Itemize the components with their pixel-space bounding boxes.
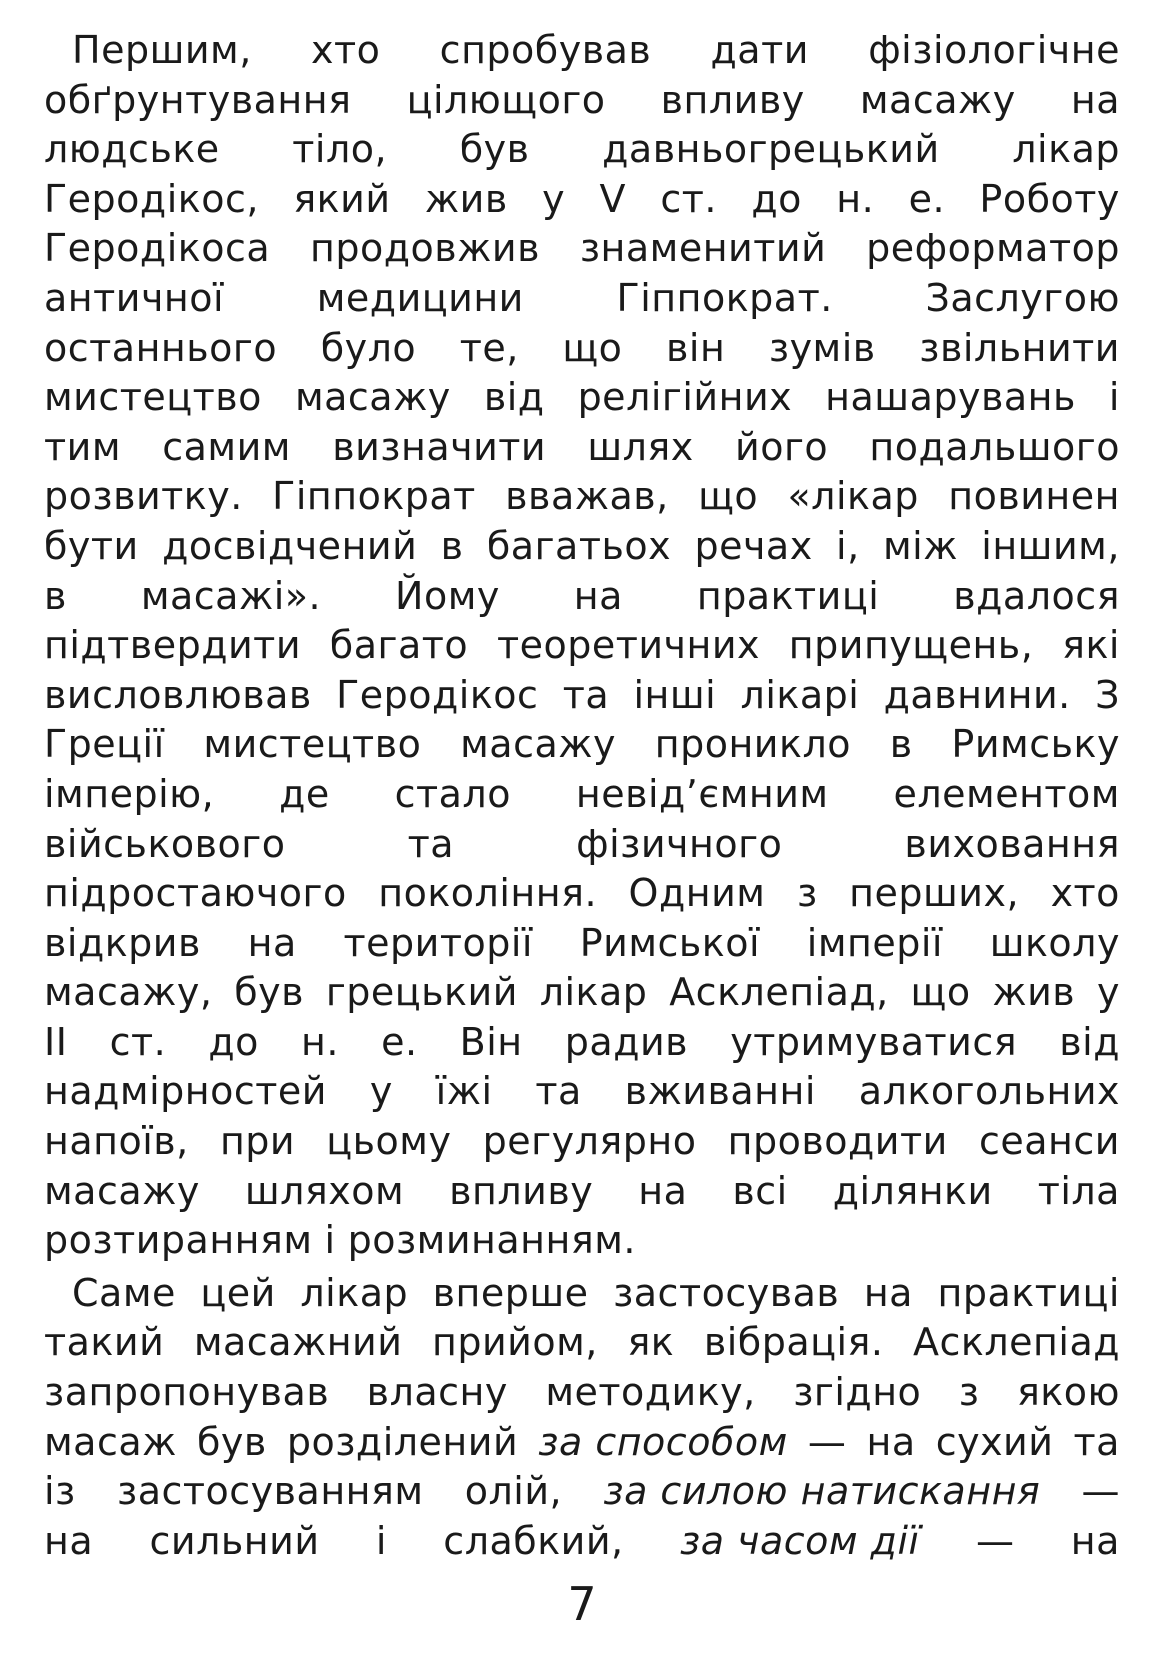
word: вперше [432, 1270, 589, 1315]
word: зумів [768, 325, 876, 370]
word: імперію, [44, 771, 215, 816]
word: що [562, 325, 623, 370]
text-line [44, 968, 1120, 1018]
word: — [807, 1419, 847, 1464]
word: Йому [395, 573, 500, 618]
word: сеанси [978, 1119, 1120, 1164]
word: їжі [435, 1069, 493, 1114]
word: було [320, 325, 417, 370]
word: повинен [948, 474, 1120, 519]
text-line [44, 720, 1120, 770]
word: до [751, 176, 802, 221]
word: тіло, [292, 127, 388, 172]
word: дати [710, 28, 809, 72]
word: підтвердити [44, 623, 302, 668]
word: до [208, 1019, 259, 1064]
word: радив [564, 1019, 689, 1064]
word: Геродікоса [44, 226, 271, 271]
word: — [975, 1518, 1015, 1563]
word: вібрація. [703, 1320, 884, 1365]
word: згідно [793, 1370, 922, 1415]
word: впливу [449, 1168, 594, 1213]
word: античної [44, 275, 225, 320]
word: висловлював [44, 672, 312, 717]
word: масажу [460, 722, 616, 767]
page-number: 7 [567, 1577, 597, 1631]
word: грецький [325, 970, 518, 1015]
word: та [1073, 1419, 1120, 1464]
word: фізичного [576, 821, 783, 866]
word: н. [836, 176, 875, 221]
text-line [44, 324, 1120, 374]
text-line [44, 572, 1120, 622]
word: у [369, 1069, 393, 1114]
word: шлях [587, 424, 694, 469]
word: шляхом [244, 1168, 405, 1213]
word: знаменитий [579, 226, 827, 271]
word: тим [44, 424, 121, 469]
word: із [44, 1469, 76, 1514]
word: вживанні [624, 1069, 816, 1114]
text-line [44, 76, 1120, 126]
word: розминанням. [347, 1218, 636, 1263]
word: жив [424, 176, 508, 221]
word: надмірностей [44, 1069, 327, 1114]
word: проводити [727, 1119, 948, 1164]
word: при [219, 1119, 296, 1164]
word: де [279, 771, 330, 816]
word: бути [44, 523, 139, 568]
word: від [483, 375, 545, 420]
word: покоління. [378, 871, 598, 916]
word: речах [694, 523, 813, 568]
word: сильний [149, 1518, 320, 1563]
word: відкрив [44, 920, 201, 965]
word: олій, [464, 1469, 563, 1514]
word: за силою натискання [603, 1469, 1041, 1514]
word: військового [44, 821, 286, 866]
word: нашарувань [825, 375, 1076, 420]
word: лікар [300, 1270, 409, 1315]
word: практиці [937, 1270, 1120, 1315]
word: імперії [806, 920, 943, 965]
word: його [735, 424, 829, 469]
word: у [1096, 970, 1120, 1015]
text-line [44, 1067, 1120, 1117]
word: масаж [44, 1419, 177, 1464]
word: регулярно [482, 1119, 697, 1164]
word: запропонував [44, 1370, 330, 1415]
word: утримуватися [730, 1019, 1018, 1064]
word: на [638, 1168, 688, 1213]
word: давнини. [883, 672, 1071, 717]
word: з [796, 871, 818, 916]
word: слабкий, [443, 1518, 624, 1563]
word: впливу [660, 77, 805, 122]
word: спробував [439, 28, 652, 72]
word: досвідчений [162, 523, 418, 568]
word: за часом дії [679, 1518, 920, 1563]
word: мистецтво [44, 375, 262, 420]
word: алкогольних [858, 1069, 1120, 1114]
word: лікар [1012, 127, 1120, 172]
text-line [44, 1368, 1120, 1418]
word: який [293, 176, 391, 221]
word: у [542, 176, 566, 221]
text-line [44, 1467, 1120, 1517]
text-line [44, 770, 1120, 820]
word: і, [836, 523, 860, 568]
word: хто [1050, 871, 1120, 916]
word: був [459, 127, 530, 172]
word: в [889, 722, 913, 767]
word: цей [200, 1270, 276, 1315]
word: застосуванням [116, 1469, 424, 1514]
text-line [44, 125, 1120, 175]
word: школу [989, 920, 1120, 965]
word: Греції [44, 722, 165, 767]
word: н. [300, 1019, 339, 1064]
word: жив [992, 970, 1076, 1015]
word: давньогрецький [602, 127, 940, 172]
word: на [1070, 77, 1120, 122]
text-line [44, 1269, 1120, 1319]
word: Саме [72, 1270, 176, 1315]
word: був [196, 1419, 267, 1464]
word: самим [162, 424, 291, 469]
word: стало [394, 771, 511, 816]
word: на [1070, 1518, 1120, 1563]
text-line [44, 621, 1120, 671]
word: «лікар [787, 474, 919, 519]
word: він [665, 325, 726, 370]
text-line [44, 423, 1120, 473]
word: ст. [660, 176, 717, 221]
text-line [44, 1167, 1120, 1217]
word: і [375, 1518, 387, 1563]
word: методику, [545, 1370, 756, 1415]
word: сухий [935, 1419, 1054, 1464]
paragraph [44, 1269, 1120, 1567]
word: подальшого [869, 424, 1120, 469]
word: між [882, 523, 958, 568]
word: та [535, 1069, 582, 1114]
paragraph [44, 26, 1120, 1266]
word: підростаючого [44, 871, 347, 916]
word: та [562, 672, 610, 717]
word: в [440, 523, 464, 568]
word: і [1108, 375, 1120, 420]
word: визначити [332, 424, 547, 469]
word: практиці [696, 573, 880, 618]
word: власну [366, 1370, 508, 1415]
text-line [44, 26, 1120, 76]
word: масажі». [140, 573, 322, 618]
word: на [44, 1518, 94, 1563]
text-line [44, 175, 1120, 225]
word: території [343, 920, 533, 965]
word: і [324, 1218, 336, 1263]
word: на [863, 1270, 913, 1315]
word: обґрунтування [44, 77, 352, 122]
word: застосував [613, 1270, 840, 1315]
word: інші [633, 672, 717, 717]
word: Асклепіад, [669, 970, 889, 1015]
text-line [44, 224, 1120, 274]
word: був [234, 970, 305, 1015]
word: З [1095, 672, 1120, 717]
word: Одним [628, 871, 766, 916]
word: як [627, 1320, 675, 1365]
word: на [573, 573, 623, 618]
word: Першим, [72, 28, 252, 72]
word: — [1081, 1469, 1120, 1514]
word: масажу [44, 1168, 200, 1213]
word: що [698, 474, 759, 519]
word: тіла [1037, 1168, 1120, 1213]
word: вважав, [505, 474, 669, 519]
word: виховання [904, 821, 1120, 866]
word: цілющого [406, 77, 606, 122]
word: проникло [654, 722, 851, 767]
word: останнього [44, 325, 278, 370]
word: з [958, 1370, 980, 1415]
text-line [44, 1216, 1120, 1266]
word: на [247, 920, 297, 965]
word: такий [44, 1320, 165, 1365]
word: е. [908, 176, 946, 221]
word: розтиранням [44, 1218, 313, 1263]
text-line [44, 820, 1120, 870]
word: та [407, 821, 455, 866]
word: розвитку. [44, 474, 243, 519]
text-line [44, 373, 1120, 423]
word: теоретичних [496, 623, 761, 668]
text-line [44, 274, 1120, 324]
word: ділянки [832, 1168, 993, 1213]
word: припущень, [788, 623, 1034, 668]
word: мистецтво [203, 722, 422, 767]
word: лікар [539, 970, 648, 1015]
word: звільнити [919, 325, 1120, 370]
word: лікарі [740, 672, 860, 717]
word: напоїв, [44, 1119, 189, 1164]
word: хто [311, 28, 381, 72]
word: реформатор [866, 226, 1120, 271]
document-page [44, 26, 1120, 1566]
text-line [44, 472, 1120, 522]
word: медицини [316, 275, 524, 320]
text-line [44, 671, 1120, 721]
word: в [44, 573, 67, 618]
word: всі [732, 1168, 788, 1213]
word: прийом, [432, 1320, 598, 1365]
body-text [44, 26, 1120, 1566]
text-line [44, 919, 1120, 969]
word: масажний [193, 1320, 403, 1365]
word: людське [44, 127, 220, 172]
word: II [44, 1019, 68, 1064]
word: вдалося [953, 573, 1120, 618]
word: Геродікос [336, 672, 539, 717]
word: Асклепіад [913, 1320, 1120, 1365]
word: V [599, 176, 626, 221]
word: те, [459, 325, 519, 370]
word: елементом [893, 771, 1120, 816]
word: на [866, 1419, 916, 1464]
word: що [910, 970, 971, 1015]
word: релігійних [577, 375, 793, 420]
word: багатьох [486, 523, 672, 568]
word: Заслугою [925, 275, 1120, 320]
word: фізіологічне [868, 28, 1120, 72]
word: Гіппократ. [616, 275, 833, 320]
text-line [44, 1418, 1120, 1468]
word: розділений [286, 1419, 519, 1464]
word: цьому [326, 1119, 452, 1164]
word: Римську [951, 722, 1120, 767]
word: Він [459, 1019, 523, 1064]
text-line [44, 1318, 1120, 1368]
word: Римської [579, 920, 761, 965]
text-line [44, 522, 1120, 572]
word: невід’ємним [575, 771, 829, 816]
word: е. [381, 1019, 418, 1064]
word: багато [329, 623, 469, 668]
word: іншим, [981, 523, 1120, 568]
word: продовжив [310, 226, 540, 271]
text-line [44, 1018, 1120, 1068]
word: якою [1016, 1370, 1120, 1415]
word: масажу [294, 375, 451, 420]
word: перших, [849, 871, 1020, 916]
word: від [1059, 1019, 1120, 1064]
text-line [44, 1117, 1120, 1167]
word: за способом [538, 1419, 788, 1464]
word: масажу [859, 77, 1016, 122]
word: ст. [109, 1019, 167, 1064]
text-line [44, 869, 1120, 919]
text-line [44, 1517, 1120, 1567]
word: масажу, [44, 970, 213, 1015]
word: які [1062, 623, 1120, 668]
word: Роботу [979, 176, 1120, 221]
word: Геродікос, [44, 176, 259, 221]
word: Гіппократ [272, 474, 476, 519]
